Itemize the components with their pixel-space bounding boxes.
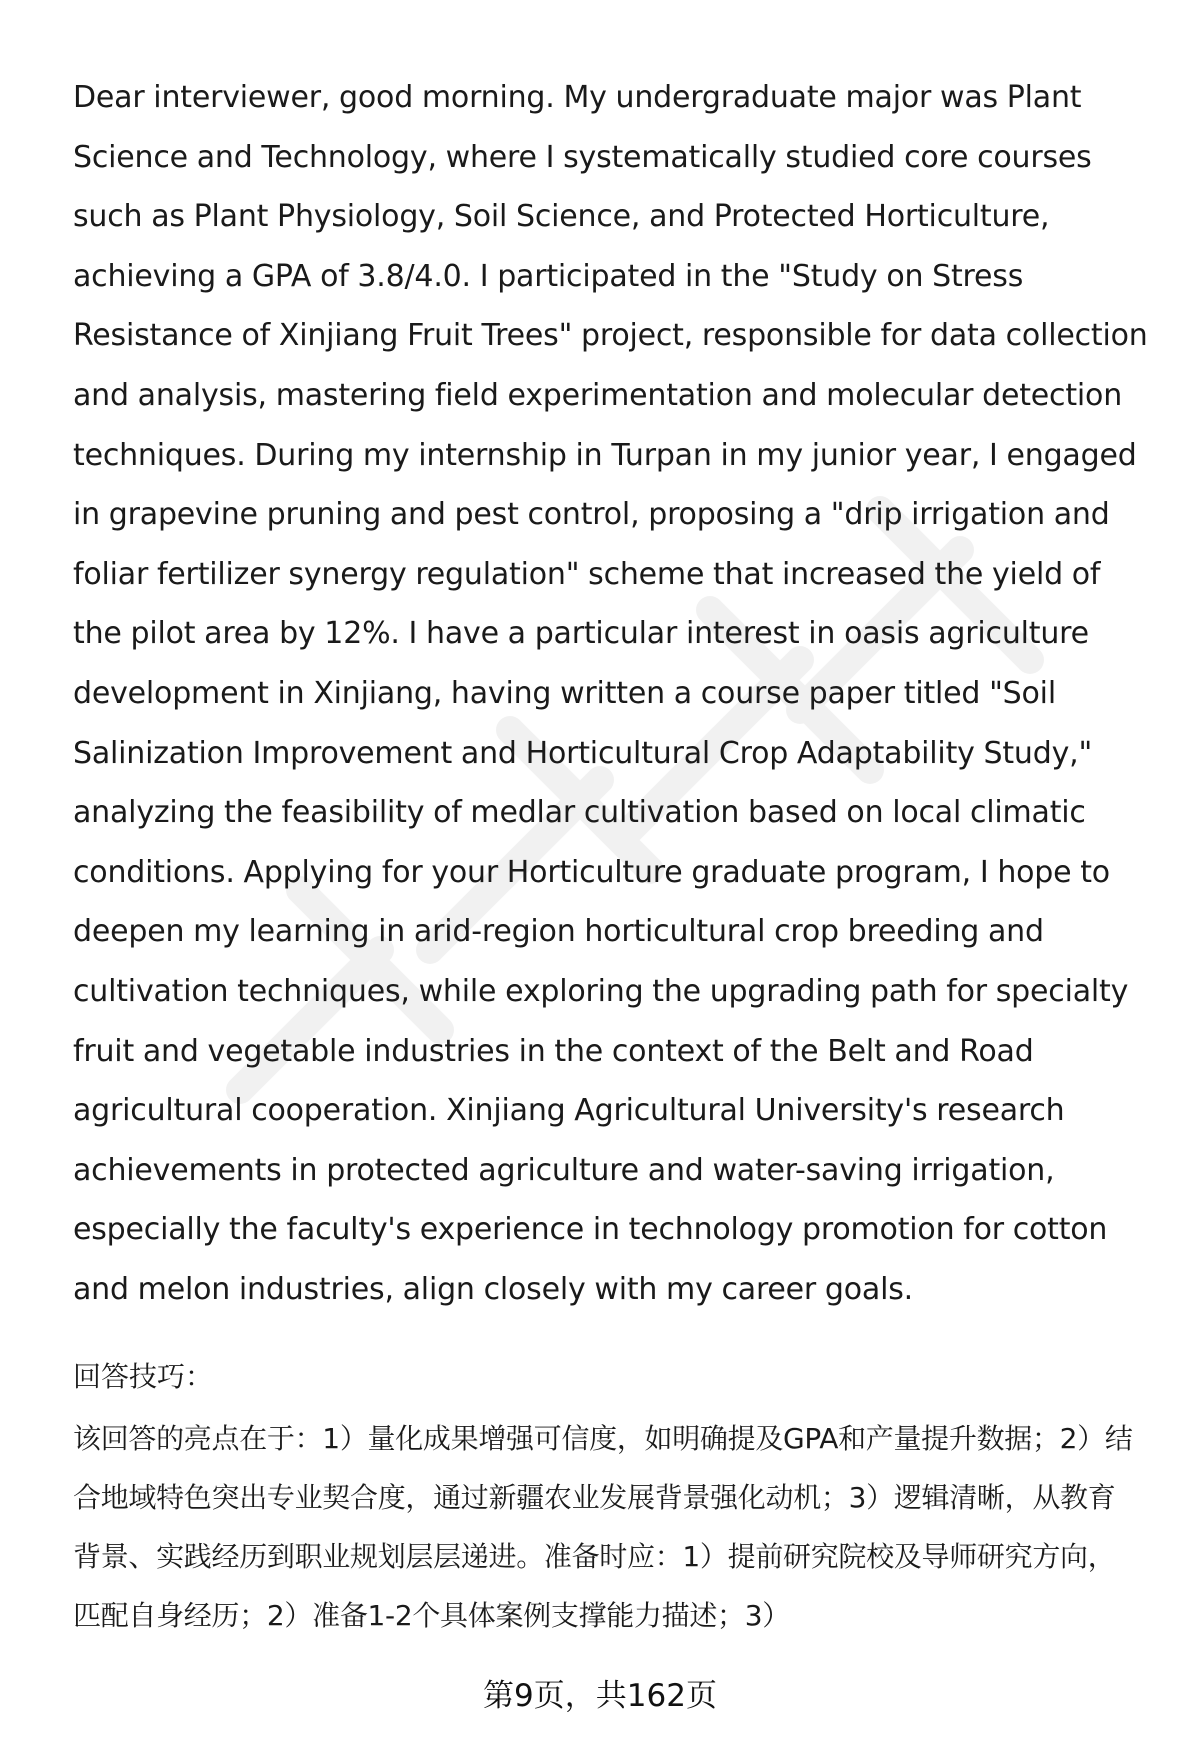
- tips-heading: 回答技巧：: [73, 1360, 214, 1393]
- answer-paragraph: Dear interviewer, good morning. My undergraduate major was Plant Science and Technology, where I systematically studied core courses such as Plant Physiology, Soil Science, and Protected Horticulture, achieving a GPA of 3.8/4.0. I participated in the "Study on Stress Resistance of Xinjiang Fruit Trees" project, responsible for data collection and analysis, mastering field experimentation and molecular detection techniques. During my internship in Turpan in my junior year, I engaged in grapevine pruning and pest control, proposing a "drip irrigation and foliar fertilizer synergy regulation" scheme that increased the yield of the pilot area by 12%. I have a particular interest in oasis agriculture development in Xinjiang, having written a course paper titled "Soil Salinization Improvement and Horticultural Crop Adaptability Study," analyzing the feasibility of medlar cultivation based on local climatic conditions. Applying for your Horticulture graduate program, I hope to deepen my learning in arid-region horticultural crop breeding and cultivation techniques, while exploring the upgrading path for specialty fruit and vegetable industries in the context of the Belt and Road agricultural cooperation. Xinjiang Agricultural University's research achievements in protected agriculture and water-saving irrigation, especially the faculty's experience in technology promotion for cotton and melon industries, align closely with my career goals.: [73, 80, 1148, 1307]
- tips-paragraph: 该回答的亮点在于：1）量化成果增强可信度，如明确提及GPA和产量提升数据；2）结合地域特色突出专业契合度，通过新疆农业发展背景强化动机；3）逻辑清晰，从教育背景、实践经历到职业规划层层递进。准备时应：1）提前研究院校及导师研究方向，匹配自身经历；2）准备1-2个具体案例支撑能力描述；3）: [73, 1422, 1133, 1632]
- page-number: 第9页，共162页: [483, 1678, 717, 1714]
